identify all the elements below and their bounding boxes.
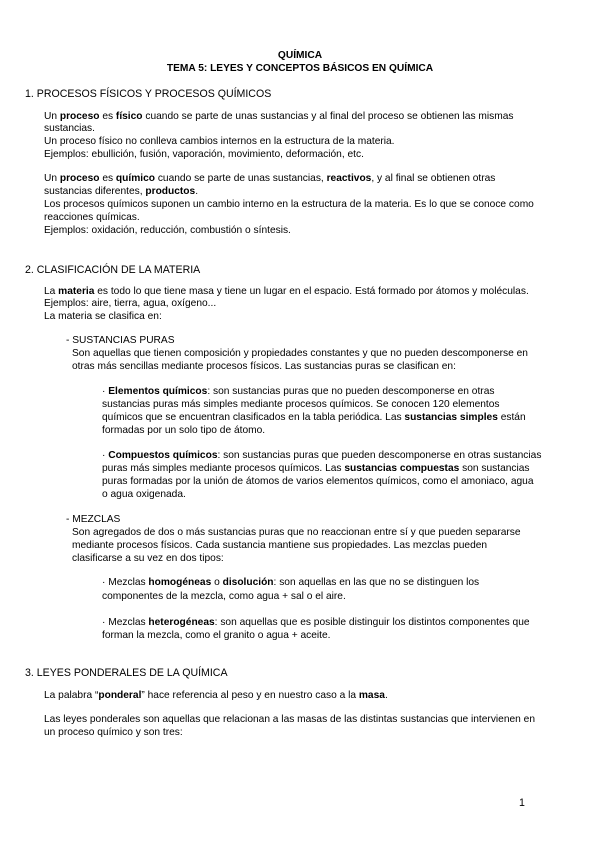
mezclas-line-3: clasificarse a su vez en dos tipos: [72,553,224,564]
homogeneas-line-2: componentes de la mezcla, como agua + sal o el aire. [102,591,346,602]
ponderal-line-1: La palabra “ponderal” hace referencia al peso y en nuestro caso a la masa. [44,690,388,701]
materia-line-2: Ejemplos: aire, tierra, agua, oxígeno... [44,298,217,309]
elementos-line-3: químicos que se encuentran clasificados en la tabla periódica. Las sustancias simples están [102,412,526,423]
document-title: QUÍMICA [277,50,323,61]
mezclas-heading: - MEZCLAS [66,514,121,525]
puras-line-1: Son aquellas que tienen composición y propiedades constantes y que no pueden descomponerse en [72,348,528,359]
section-1-heading: 1. PROCESOS FÍSICOS Y PROCESOS QUÍMICOS [25,88,272,100]
elementos-line-4: formadas por un solo tipo de átomo. [102,425,266,436]
ponderal-line-2: Las leyes ponderales son aquellas que relacionan a las masas de las distintas sustancias que intervienen en [44,714,536,725]
paragraph-quimico-line-3: Los procesos químicos suponen un cambio interno en la estructura de la materia. Es lo que se conoce como [44,199,534,210]
document-subtitle: TEMA 5: LEYES Y CONCEPTOS BÁSICOS EN QUÍMICA [166,63,434,74]
puras-line-2: otras más sencillas mediante procesos físicos. Las sustancias puras se clasifican en: [72,361,456,372]
homogeneas-line-1: · Mezclas homogéneas o disolución: son aquellas en las que no se distinguen los [102,577,480,588]
materia-line-3: La materia se clasifica en: [44,311,162,322]
section-2-heading: 2. CLASIFICACIÓN DE LA MATERIA [25,264,201,276]
paragraph-fisico-line-4: Ejemplos: ebullición, fusión, vaporación, movimiento, deformación, etc. [44,149,364,160]
heterogeneas-line-2: forman la mezcla, como el granito o agua + aceite. [102,630,331,641]
materia-line-1: La materia es todo lo que tiene masa y tiene un lugar en el espacio. Está formado por átomos y moléculas. [44,286,529,297]
heterogeneas-line-1: · Mezclas heterogéneas: son aquellas que es posible distinguir los distintos componentes que [102,617,530,628]
mezclas-line-2: mediante procesos físicos. Cada sustancia mantiene sus propiedades. Las mezclas pueden [72,540,488,551]
elementos-line-1: · Elementos químicos: son sustancias puras que no pueden descomponerse en otras [102,386,495,397]
paragraph-fisico-line-1: Un proceso es físico cuando se parte de unas sustancias y al final del proceso se obtienen las mismas [44,111,514,122]
elementos-line-2: sustancias puras más simples mediante procesos químicos. Se conocen 120 elementos [102,399,500,410]
compuestos-line-3: puras formadas por la unión de átomos de varios elementos químicos, como el amoniaco, agua [102,476,534,487]
section-3-heading: 3. LEYES PONDERALES DE LA QUÍMICA [25,667,228,679]
paragraph-quimico-line-4: reacciones químicas. [44,212,140,223]
mezclas-line-1: Son agregados de dos o más sustancias puras que no reaccionan entre sí y que pueden separarse [72,527,521,538]
paragraph-fisico-line-3: Un proceso físico no conlleva cambios internos en la estructura de la materia. [44,136,395,147]
compuestos-line-1: · Compuestos químicos: son sustancias puras que pueden descomponerse en otras sustancias [102,450,542,461]
paragraph-quimico-line-1: Un proceso es químico cuando se parte de unas sustancias, reactivos, y al final se obtienen otras [44,173,496,184]
paragraph-fisico-line-2: sustancias. [44,123,95,134]
paragraph-quimico-line-5: Ejemplos: oxidación, reducción, combustión o síntesis. [44,225,291,236]
compuestos-line-4: o agua oxigenada. [102,489,186,500]
compuestos-line-2: puras más simples mediante procesos químicos. Las sustancias compuestas son sustancias [102,463,530,474]
sustancias-puras-heading: - SUSTANCIAS PURAS [66,335,175,346]
paragraph-quimico-line-2: sustancias diferentes, productos. [44,186,199,197]
ponderal-line-3: un proceso químico y son tres: [44,727,183,738]
page-number: 1 [519,797,525,809]
